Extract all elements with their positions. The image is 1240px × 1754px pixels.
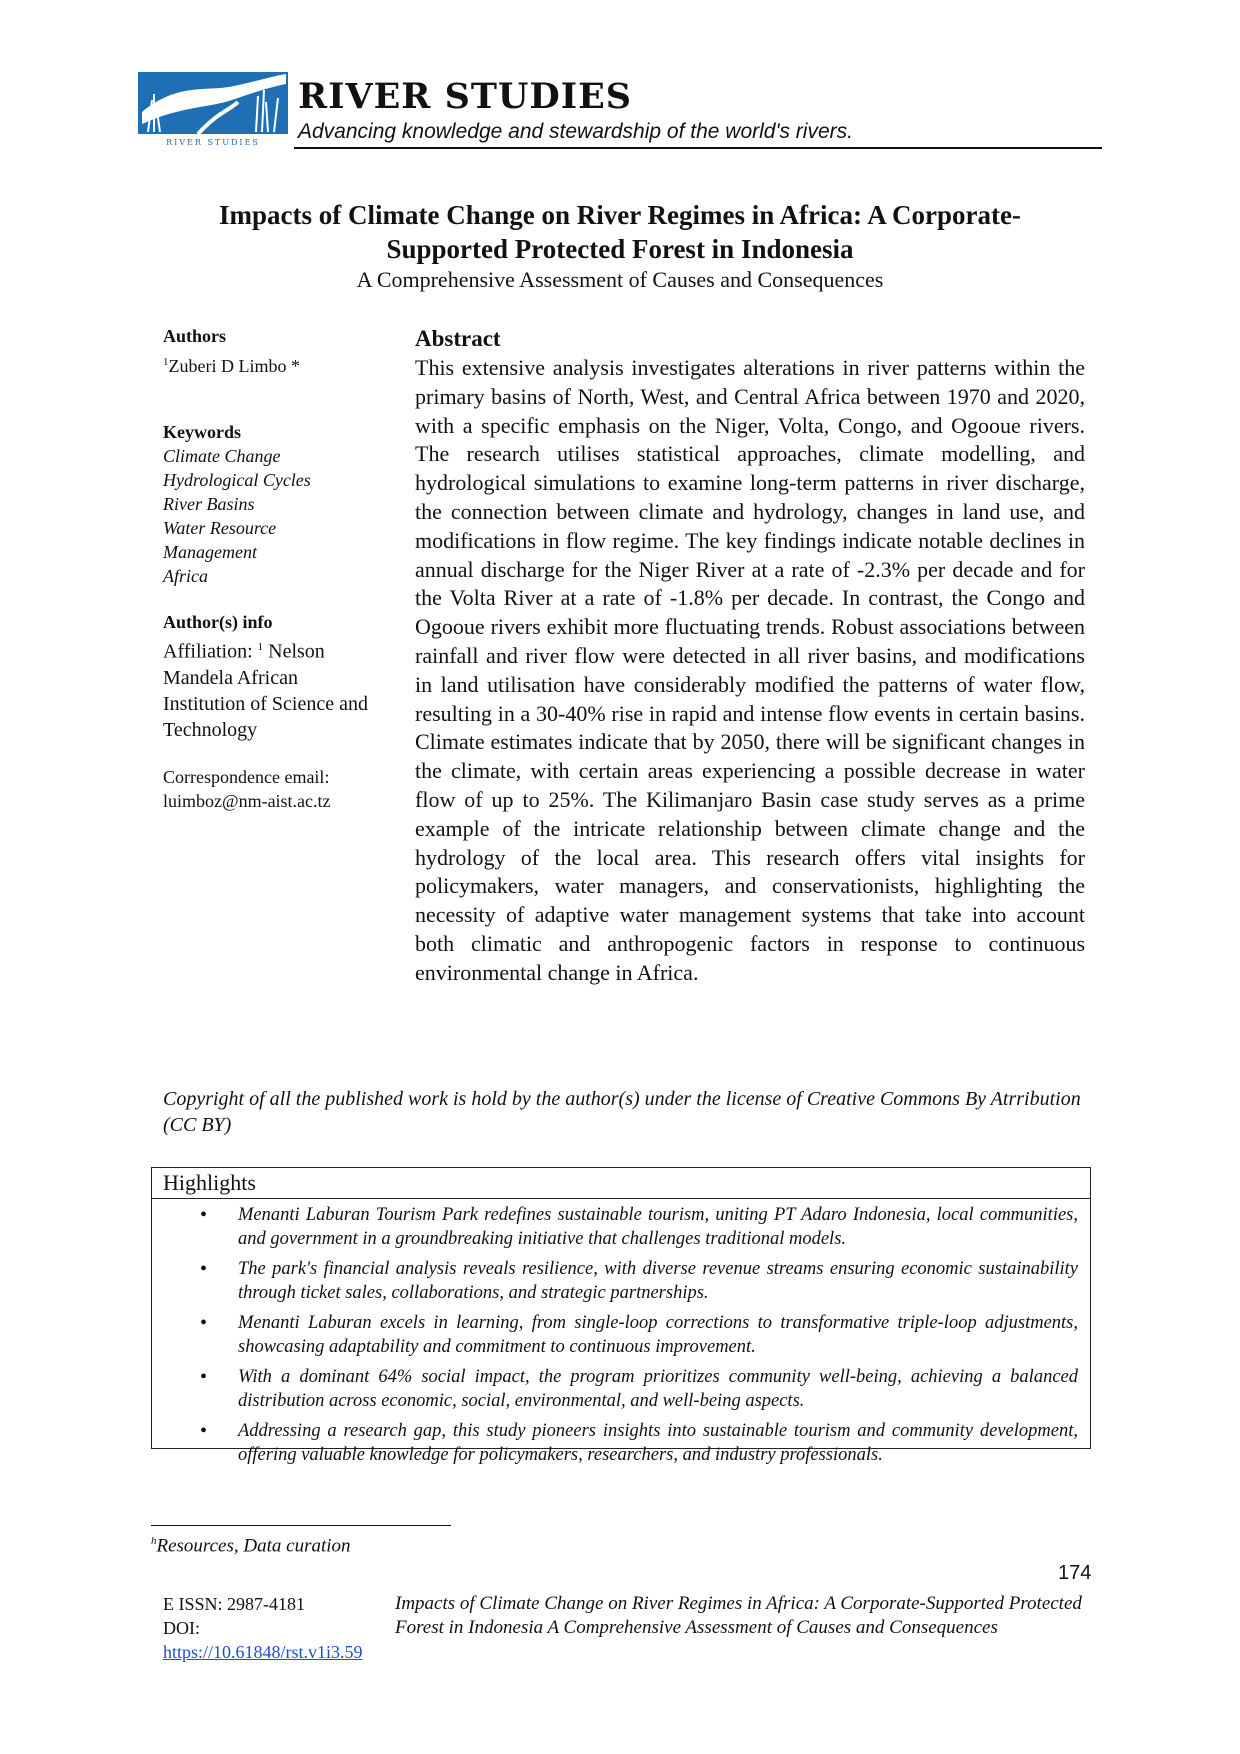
issn: E ISSN: 2987-4181	[163, 1594, 306, 1614]
keyword-item: River Basins	[163, 494, 255, 514]
bullet-icon: •	[200, 1258, 208, 1280]
bullet-icon: •	[200, 1420, 208, 1442]
header-rule	[294, 147, 1102, 149]
affiliation-sup: 1	[257, 641, 264, 653]
title-line-2: Supported Protected Forest in Indonesia	[386, 234, 854, 264]
highlights-list	[152, 1203, 1090, 1467]
article-subtitle: A Comprehensive Assessment of Causes and Consequences	[356, 267, 884, 292]
highlight-item: • Menanti Laburan Tourism Park redefines sustainable tourism, uniting PT Adaro Indonesia, local communities, and government in a groundbreaking initiative that challenges traditional models.	[200, 1204, 1078, 1249]
author-sup: 1	[163, 356, 169, 368]
correspondence-email[interactable]: luimboz@nm-aist.ac.tz	[163, 790, 331, 811]
doi-label: DOI:	[163, 1618, 200, 1638]
highlight-item: • The park's financial analysis reveals resilience, with diverse revenue streams ensuring economic sustainability through ticket sales, collaborations, and strategic partnerships.	[200, 1258, 1078, 1303]
abstract-section	[415, 324, 1085, 988]
highlights-box	[151, 1167, 1091, 1465]
bullet-icon: •	[200, 1204, 208, 1226]
highlights-heading: Highlights	[152, 1168, 1090, 1199]
author-info-heading: Author(s) info	[163, 612, 273, 632]
abstract-heading: Abstract	[415, 326, 501, 351]
footer-publication-info	[163, 1592, 363, 1664]
highlight-item: • Addressing a research gap, this study pioneers insights into sustainable tourism and community development, offering valuable knowledge for policymakers, researchers, and industry professionals.	[200, 1420, 1078, 1465]
affiliation-text: Nelson Mandela African Institution of Science and Technology	[163, 640, 368, 741]
footnote-sup: h	[151, 1535, 157, 1547]
bullet-icon: •	[200, 1366, 208, 1388]
keyword-item: Hydrological Cycles	[163, 470, 311, 490]
running-title: Impacts of Climate Change on River Regimes in Africa: A Corporate-Supported Protected Forest in Indonesia A Comprehensive Assessment of Causes and Consequences	[395, 1593, 1082, 1638]
bullet-icon: •	[200, 1312, 208, 1334]
keyword-item: Water Resource	[163, 518, 277, 538]
journal-logo	[138, 72, 288, 148]
article-sidebar	[163, 324, 383, 813]
authors-heading: Authors	[163, 326, 227, 346]
footnote-text: Resources, Data curation	[156, 1535, 351, 1557]
keyword-item: Climate Change	[163, 446, 281, 466]
journal-header	[138, 72, 1102, 150]
copyright-notice: Copyright of all the published work is hold by the author(s) under the license of Creative Commons By Atrribution (CC BY)	[163, 1088, 1081, 1136]
keyword-list	[163, 444, 383, 588]
doi-link[interactable]: https://10.61848/rst.v1i3.59	[163, 1642, 363, 1662]
author-name: Zuberi D Limbo *	[168, 356, 300, 376]
footnote-rule	[151, 1525, 451, 1526]
affiliation	[163, 634, 383, 743]
article-title	[150, 198, 1090, 266]
title-line-1: Impacts of Climate Change on River Regimes in Africa: A Corporate-	[219, 200, 1021, 230]
author-entry	[163, 350, 383, 378]
page-number: 174	[1058, 1562, 1092, 1584]
journal-tagline: Advancing knowledge and stewardship of the world's rivers.	[298, 120, 853, 143]
journal-name: RIVER STUDIES	[298, 76, 633, 117]
footnote	[151, 1535, 351, 1557]
abstract-text: This extensive analysis investigates alterations in river patterns within the primary basins of North, West, and Central Africa between 1970 and 2020, with a specific emphasis on the Niger, Volta, Congo, and Ogooue rivers. The research utilises statistical approaches, climate modelling, and hydrological simulations to examine long-term patterns in river discharge, the connection between climate and hydrology, changes in land use, and modifications in flow regime. The key findings indicate notable declines in annual discharge for the Niger River at a rate of -2.3% per decade and for the Volta River at a rate of -1.8% per decade. In contrast, the Congo and Ogooue rivers exhibit more fluctuating trends. Robust associations between rainfall and river flow were detected in all river basins, and modifications in land utilisation have considerably modified the patterns of water flow, resulting in a 30-40% rise in rapid and intense flow events in certain basins. Climate estimates indicate that by 2050, there will be significant changes in the climate, with certain areas experiencing a possible decrease in water flow of up to 25%. The Kilimanjaro Basin case study serves as a prime example of the intricate relationship between climate change and the hydrology of the local area. This research offers vital insights for policymakers, water managers, and conservationists, highlighting the necessity of adaptive water management systems that take into account both climatic and anthropogenic factors in response to continuous environmental change in Africa.	[415, 355, 1085, 985]
correspondence-label: Correspondence email:	[163, 766, 330, 787]
keyword-item: Management	[163, 542, 257, 562]
affiliation-label: Affiliation:	[163, 640, 253, 663]
keywords-heading: Keywords	[163, 422, 241, 442]
keyword-item: Africa	[163, 566, 208, 586]
highlight-item: • Menanti Laburan excels in learning, from single-loop corrections to transformative triple-loop adjustments, showcasing adaptability and commitment to continuous improvement.	[200, 1312, 1078, 1357]
logo-wordmark: RIVER STUDIES	[166, 138, 260, 147]
highlight-item: • With a dominant 64% social impact, the program prioritizes community well-being, achieving a balanced distribution across economic, social, environmental, and well-being aspects.	[200, 1366, 1078, 1411]
